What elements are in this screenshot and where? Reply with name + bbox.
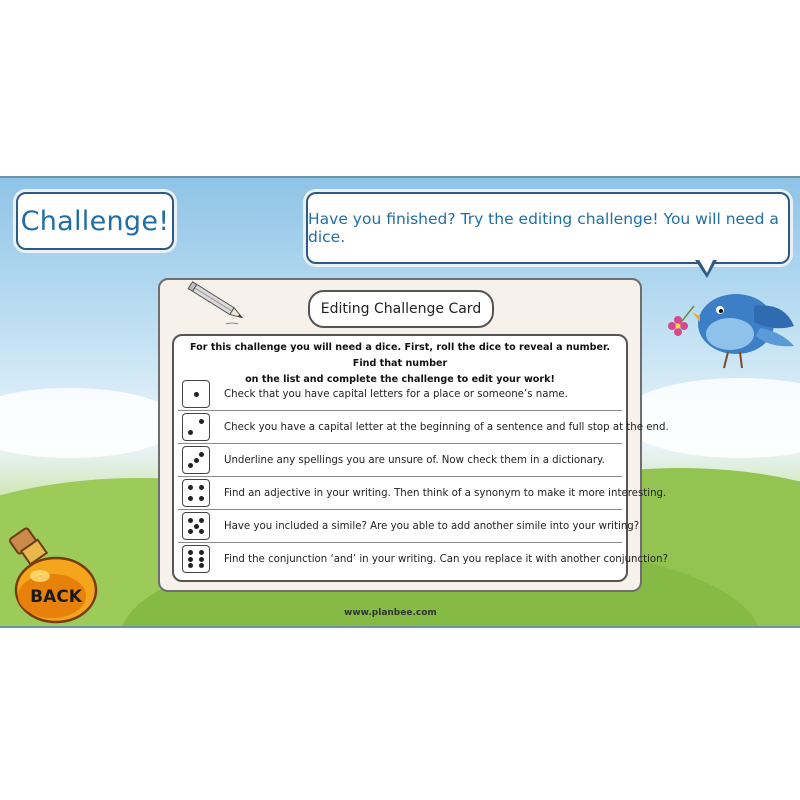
- bluebird-icon: [664, 276, 800, 376]
- dice-pip: [199, 496, 204, 501]
- challenge-text: Find the conjunction ‘and’ in your writing. Can you replace it with another conjunction?: [224, 553, 669, 565]
- dice-pip: [199, 419, 204, 424]
- challenge-text: Have you included a simile? Are you able to add another simile into your writing?: [224, 520, 640, 532]
- challenge-card: [158, 278, 669, 592]
- dice-pip: [188, 518, 193, 523]
- dice-3-icon: [182, 446, 210, 474]
- intro-line: For this challenge you will need a dice. First, roll the dice to reveal a number. Find that number: [190, 342, 610, 369]
- title-box: [16, 192, 174, 250]
- challenge-text: Check that you have capital letters for a place or someone’s name.: [224, 388, 568, 400]
- challenge-list: [172, 334, 669, 582]
- dice-4-icon: [182, 479, 210, 507]
- challenge-row: [178, 378, 622, 411]
- card-title: Editing Challenge Card: [308, 290, 494, 328]
- dice-pip: [188, 550, 193, 555]
- pencil-icon: [182, 278, 252, 328]
- dice-pip: [199, 563, 204, 568]
- challenge-text: Check you have a capital letter at the beginning of a sentence and full stop at the end.: [224, 421, 669, 433]
- dice-pip: [199, 485, 204, 490]
- dice-pip: [188, 430, 193, 435]
- challenge-row: [178, 543, 669, 575]
- challenge-row: [178, 510, 640, 543]
- dice-5-icon: [182, 512, 210, 540]
- dice-pip: [188, 496, 193, 501]
- footer-url: www.planbee.com: [344, 608, 437, 618]
- challenge-text: Find an adjective in your writing. Then think of a synonym to make it more interesting.: [224, 487, 667, 499]
- challenge-row: [178, 477, 667, 510]
- flower-icon: [668, 306, 694, 336]
- intro-line: on the list and complete the challenge to edit your work!: [245, 374, 555, 385]
- challenge-row: [178, 411, 669, 444]
- dice-pip: [194, 524, 199, 529]
- dice-pip: [194, 392, 199, 397]
- dice-pip: [199, 550, 204, 555]
- cloud: [0, 388, 180, 458]
- dice-pip: [188, 485, 193, 490]
- slide: [0, 176, 800, 628]
- page-title: Challenge!: [20, 205, 170, 237]
- cloud: [620, 378, 800, 458]
- dice-pip: [194, 458, 199, 463]
- dice-2-icon: [182, 413, 210, 441]
- back-label: BACK: [30, 587, 82, 607]
- dice-6-icon: [182, 545, 210, 573]
- speech-tail-inner: [698, 258, 714, 273]
- dice-pip: [188, 529, 193, 534]
- dice-pip: [199, 452, 204, 457]
- dice-pip: [188, 463, 193, 468]
- speech-text: Have you finished? Try the editing challenge! You will need a dice.: [308, 210, 779, 246]
- dice-pip: [188, 557, 193, 562]
- potion-bottle-icon: [9, 527, 96, 622]
- dice-pip: [188, 563, 193, 568]
- dice-pip: [199, 518, 204, 523]
- challenge-text: Underline any spellings you are unsure of. Now check them in a dictionary.: [224, 454, 605, 466]
- challenge-row: [178, 444, 622, 477]
- dice-pip: [199, 557, 204, 562]
- speech-bubble: [306, 192, 790, 264]
- dice-pip: [199, 529, 204, 534]
- dice-1-icon: [182, 380, 210, 408]
- back-button[interactable]: [2, 524, 98, 624]
